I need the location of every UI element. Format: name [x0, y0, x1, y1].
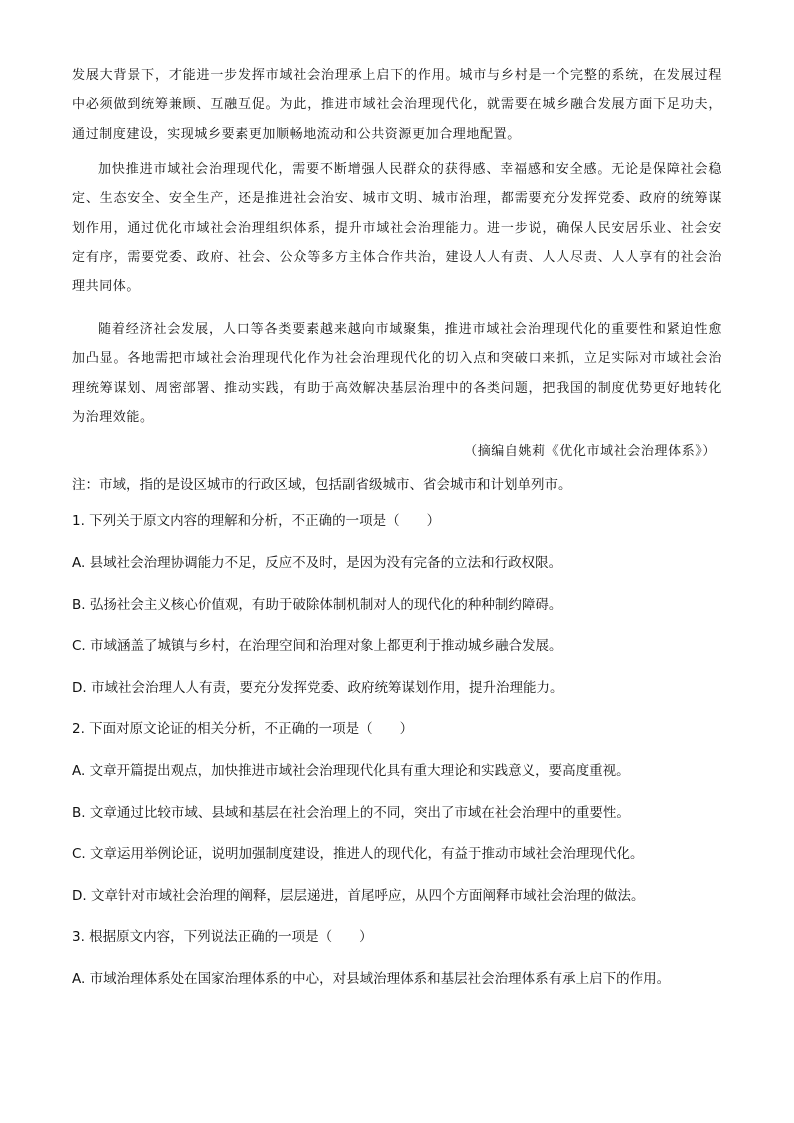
- passage-citation: （摘编自姚莉《优化市域社会治理体系》）: [464, 444, 716, 459]
- question-2-option-b: B. 文章通过比较市域、县域和基层在社会治理上的不同，突出了市域在社会治理中的重要性。: [72, 805, 630, 821]
- passage-text: 加快推进市域社会治理现代化，需要不断增强人民群众的获得感、幸福感和安全感。无论是保障社会稳定、生态安全、安全生产，还是推进社会治安、城市文明、城市治理，都需要充分发挥党委、政府的统筹谋划作用，通过优化市域社会治理组织体系，提升市域社会治理能力。进一步说，确保人民安居乐业、社会安定有序，需要党委、政府、社会、公众等多方主体合作共治，建设人人有责、人人尽责、人人享有的社会治理共同体。: [72, 162, 722, 295]
- question-1-stem: 1. 下列关于原文内容的理解和分析，不正确的一项是（ ）: [72, 513, 441, 529]
- question-1-option-d: D. 市域社会治理人人有责，要充分发挥党委、政府统筹谋划作用，提升治理能力。: [72, 680, 564, 696]
- passage-text: 发展大背景下，才能进一步发挥市域社会治理承上启下的作用。城市与乡村是一个完整的系统，在发展过程中必须做到统筹兼顾、互融互促。为此，推进市域社会治理现代化，就需要在城乡融合发展方面下足功夫，通过制度建设，实现城乡要素更加顺畅地流动和公共资源更加合理地配置。: [72, 68, 722, 142]
- passage-paragraph-3: [72, 315, 722, 432]
- question-3-stem: 3. 根据原文内容，下列说法正确的一项是（ ）: [72, 929, 373, 945]
- question-2-stem: 2. 下面对原文论证的相关分析，不正确的一项是（ ）: [72, 721, 414, 737]
- footnote: 注：市域，指的是设区城市的行政区域，包括副省级城市、省会城市和计划单列市。: [72, 477, 572, 493]
- question-2-option-d: D. 文章针对市域社会治理的阐释，层层递进，首尾呼应，从四个方面阐释市域社会治理的做法。: [72, 888, 645, 904]
- question-2-option-a: A. 文章开篇提出观点，加快推进市域社会治理现代化具有重大理论和实践意义，要高度重视。: [72, 763, 630, 779]
- question-3-option-a: A. 市域治理体系处在国家治理体系的中心，对县域治理体系和基层社会治理体系有承上启下的作用。: [72, 971, 671, 987]
- question-1-option-b: B. 弘扬社会主义核心价值观，有助于破除体制机制对人的现代化的种种制约障碍。: [72, 597, 563, 613]
- passage-paragraph-2: [72, 155, 722, 301]
- passage-paragraph-1: [72, 61, 722, 149]
- passage-text: 随着经济社会发展，人口等各类要素越来越向市域聚集，推进市域社会治理现代化的重要性和紧迫性愈加凸显。各地需把市域社会治理现代化作为社会治理现代化的切入点和突破口来抓，立足实际对市域社会治理统筹谋划、周密部署、推动实践，有助于高效解决基层治理中的各类问题，把我国的制度优势更好地转化为治理效能。: [72, 322, 722, 425]
- question-1-option-a: A. 县域社会治理协调能力不足，反应不及时，是因为没有完备的立法和行政权限。: [72, 555, 563, 571]
- question-1-option-c: C. 市域涵盖了城镇与乡村，在治理空间和治理对象上都更利于推动城乡融合发展。: [72, 638, 563, 654]
- question-2-option-c: C. 文章运用举例论证，说明加强制度建设，推进人的现代化，有益于推动市域社会治理现代化。: [72, 846, 644, 862]
